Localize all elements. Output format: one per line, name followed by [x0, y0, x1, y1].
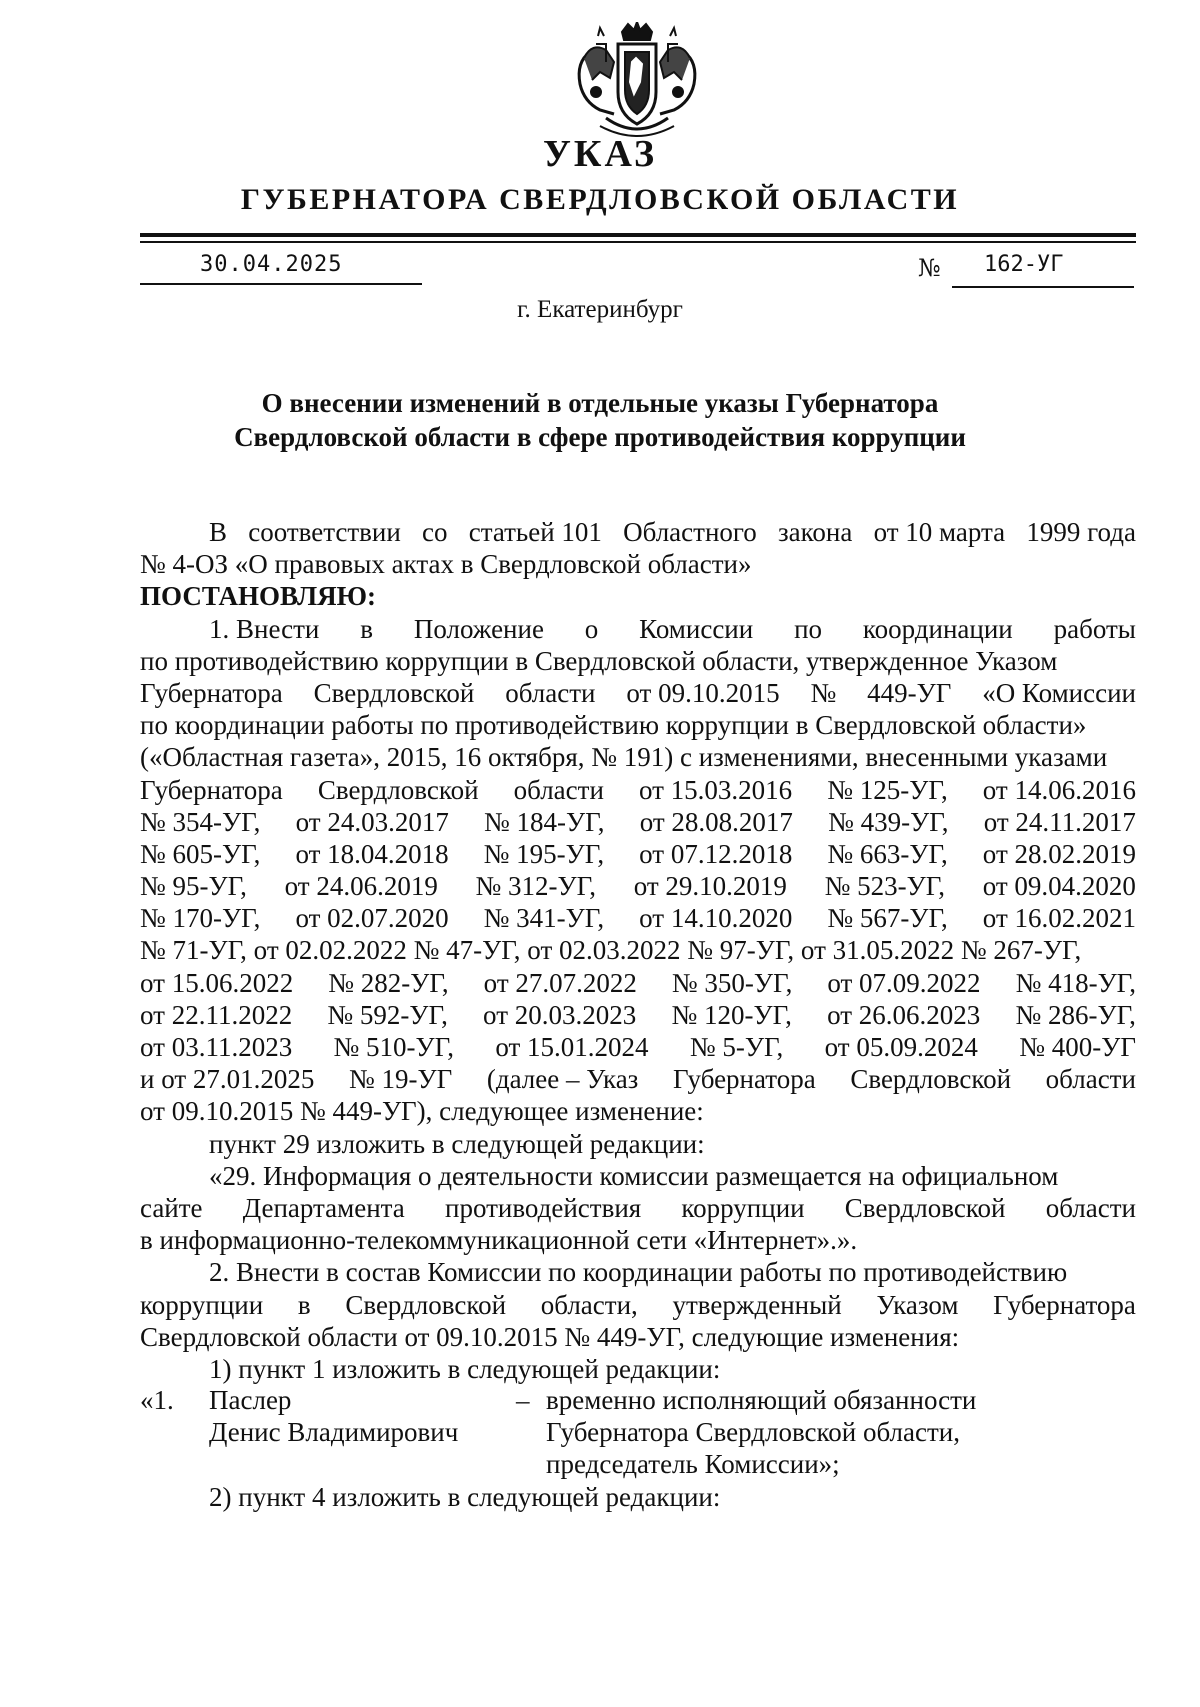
- paragraph-2: [140, 1256, 1136, 1353]
- word: коррупции: [140, 1289, 264, 1320]
- coat-of-arms-emblem: [570, 22, 704, 144]
- number-sign: №: [918, 254, 941, 282]
- text-line: [140, 709, 1136, 741]
- word: от 02.07.2020: [295, 903, 449, 934]
- word: в информационно-телекоммуникационной сети «Интернет».».: [140, 1225, 858, 1256]
- word: № 418-УГ,: [1015, 967, 1136, 998]
- word: по противодействию коррупции в Свердловской области, утвержденное Указом: [140, 645, 1058, 676]
- word: работы: [1053, 613, 1136, 644]
- heading-line: Свердловской области в сфере противодействия коррупции: [234, 422, 966, 452]
- word: Губернатора: [993, 1289, 1136, 1320]
- word: в: [360, 613, 373, 644]
- word: №: [810, 677, 837, 708]
- word: и от 27.01.2025: [140, 1064, 315, 1095]
- text-line: [140, 1063, 1136, 1095]
- text-line: [140, 1321, 1136, 1353]
- text-line: [140, 967, 1136, 999]
- word: области: [1045, 1064, 1136, 1095]
- word: области,: [540, 1289, 638, 1320]
- word: № 95-УГ,: [140, 871, 247, 902]
- word: Указом: [876, 1289, 959, 1320]
- text-line: [140, 1224, 1136, 1256]
- word: о: [584, 613, 599, 644]
- word: 2. Внести в состав Комиссии по координации работы по противодействию: [209, 1257, 1068, 1288]
- word: Губернатора: [140, 774, 283, 805]
- word: от 09.10.2015: [626, 677, 780, 708]
- decree-word: ПОСТАНОВЛЯЮ:: [140, 581, 376, 612]
- word: 449-УГ: [867, 677, 952, 708]
- member-surname: Паслер: [209, 1385, 292, 1416]
- word: от 16.02.2021: [982, 903, 1136, 934]
- word: со: [422, 517, 448, 547]
- text-line: 1) пункт 1 изложить в следующей редакции:: [209, 1353, 721, 1384]
- word: («Областная газета», 2015, 16 октября, № 191) с изменениями, внесенными указами: [140, 742, 1108, 773]
- word: Губернатора: [672, 1064, 816, 1095]
- word: от 14.06.2016: [982, 774, 1136, 805]
- issuer-title: ГУБЕРНАТОРА СВЕРДЛОВСКОЙ ОБЛАСТИ: [240, 183, 960, 216]
- word: от 15.06.2022: [140, 967, 294, 998]
- text-line: [140, 1192, 1136, 1224]
- word: статьей 101: [468, 517, 602, 547]
- word: № 341-УГ,: [483, 903, 605, 934]
- word: № 567-УГ,: [827, 903, 948, 934]
- text-line: 2) пункт 4 изложить в следующей редакции:: [209, 1482, 721, 1513]
- document-heading: [0, 386, 1200, 454]
- word: № 195-УГ,: [483, 838, 605, 869]
- word: от 18.04.2018: [295, 838, 449, 869]
- text-line: [140, 677, 1136, 709]
- text-line: [140, 1160, 1136, 1192]
- text-line: [140, 934, 1136, 966]
- word: № 400-УГ: [1019, 1032, 1136, 1062]
- word: от 10 марта: [873, 517, 1006, 547]
- word: от 05.09.2024: [824, 1032, 978, 1062]
- text-line: пункт 29 изложить в следующей редакции:: [209, 1128, 705, 1159]
- word: № 523-УГ,: [824, 871, 946, 902]
- word: от 28.02.2019: [982, 838, 1136, 869]
- word: утвержденный: [672, 1289, 842, 1320]
- word: противодействия: [445, 1192, 642, 1223]
- word: от 24.03.2017: [295, 806, 449, 837]
- word: в: [297, 1289, 311, 1320]
- text-line: [140, 870, 1136, 902]
- word: области: [1045, 1192, 1136, 1223]
- word: № 125-УГ,: [827, 774, 948, 805]
- text-line: № 4-ОЗ «О правовых актах в Свердловской области»: [140, 549, 752, 580]
- member-number: «1.: [140, 1385, 174, 1416]
- word: № 354-УГ,: [140, 806, 261, 837]
- document-type-title: УКАЗ: [543, 133, 657, 175]
- word: № 439-УГ,: [828, 806, 949, 837]
- word: № 282-УГ,: [328, 967, 449, 998]
- word: В: [209, 517, 228, 547]
- word: № 184-УГ,: [484, 806, 605, 837]
- text-line: [140, 774, 1136, 806]
- heading-line: О внесении изменений в отдельные указы Губернатора: [261, 388, 939, 418]
- word: от 26.06.2023: [827, 999, 981, 1030]
- word: от 07.12.2018: [639, 838, 793, 869]
- word: от 07.09.2022: [827, 967, 981, 998]
- word: № 170-УГ,: [140, 903, 261, 934]
- word: от 24.06.2019: [284, 871, 438, 902]
- word: Свердловской: [850, 1064, 1012, 1095]
- document-city: г. Екатеринбург: [517, 296, 683, 323]
- text-line: [140, 516, 1136, 548]
- document-number: 162-УГ: [984, 252, 1064, 277]
- word: № 663-УГ,: [827, 838, 948, 869]
- word: № 5-УГ,: [689, 1032, 784, 1062]
- word: Свердловской: [313, 677, 475, 708]
- word: коррупции: [681, 1192, 805, 1223]
- text-line: [140, 1031, 1136, 1063]
- word: от 20.03.2023: [483, 999, 637, 1030]
- text-line: [140, 645, 1136, 677]
- word: 1. Внести: [209, 613, 320, 644]
- word: от 15.03.2016: [638, 774, 793, 805]
- word: № 312-УГ,: [475, 871, 596, 902]
- word: Департамента: [242, 1192, 405, 1223]
- member-role-line: временно исполняющий обязанности: [546, 1385, 977, 1416]
- word: закона: [778, 517, 853, 547]
- word: № 19-УГ: [349, 1064, 453, 1095]
- word: от 29.10.2019: [633, 871, 787, 902]
- text-line: [140, 1256, 1136, 1288]
- word: от 03.11.2023: [140, 1032, 293, 1062]
- word: Губернатора: [140, 677, 283, 708]
- word: Положение: [413, 613, 544, 644]
- word: Свердловской: [844, 1192, 1006, 1223]
- word: области: [505, 677, 596, 708]
- document-date: 30.04.2025: [200, 252, 343, 277]
- text-line: [140, 1095, 1136, 1127]
- word: № 286-УГ,: [1015, 999, 1136, 1030]
- quoted-point-29: [140, 1160, 1136, 1257]
- text-line: [140, 806, 1136, 838]
- text-line: [140, 1289, 1136, 1321]
- header-rule-thin: [140, 241, 1136, 243]
- word: от 09.10.2015 № 449-УГ), следующее изменение:: [140, 1096, 704, 1127]
- word: области: [513, 774, 604, 805]
- member-role-line: Губернатора Свердловской области,: [546, 1417, 960, 1448]
- header-rule-thick: [140, 233, 1136, 237]
- word: 1999 года: [1026, 517, 1136, 547]
- word: «29. Информация о деятельности комиссии размещается на официальном: [209, 1160, 1059, 1191]
- word: сайте: [140, 1192, 203, 1223]
- word: координации: [862, 613, 1013, 644]
- word: Свердловской: [345, 1289, 507, 1320]
- word: «О Комиссии: [982, 677, 1136, 708]
- word: № 350-УГ,: [671, 967, 793, 998]
- word: от 14.10.2020: [639, 903, 793, 934]
- date-underline: [140, 283, 422, 285]
- word: от 27.07.2022: [483, 967, 637, 998]
- word: Областного: [623, 517, 757, 547]
- word: по координации работы по противодействию коррупции в Свердловской области»: [140, 710, 1087, 741]
- word: от 09.04.2020: [982, 871, 1136, 902]
- word: Комиссии: [639, 613, 754, 644]
- word: от 28.08.2017: [639, 806, 793, 837]
- word: № 71-УГ, от 02.02.2022 № 47-УГ, от 02.03.2022 № 97-УГ, от 31.05.2022 № 267-УГ,: [140, 935, 1082, 966]
- text-line: [140, 613, 1136, 645]
- word: № 592-УГ,: [327, 999, 448, 1030]
- word: соответствии: [248, 517, 401, 547]
- word: по: [794, 613, 823, 644]
- text-line: [140, 741, 1136, 773]
- word: от 22.11.2022: [140, 999, 293, 1030]
- text-line: [140, 838, 1136, 870]
- word: № 120-УГ,: [671, 999, 792, 1030]
- text-line: [140, 902, 1136, 934]
- commission-member-entry: [140, 1385, 1136, 1481]
- word: (далее – Указ: [486, 1064, 639, 1095]
- word: № 510-УГ,: [333, 1032, 454, 1062]
- word: Свердловской: [317, 774, 479, 805]
- word: № 605-УГ,: [140, 838, 261, 869]
- paragraph-1: [140, 613, 1136, 1128]
- word: Свердловской области от 09.10.2015 № 449-УГ, следующие изменения:: [140, 1321, 960, 1352]
- word: от 15.01.2024: [495, 1032, 649, 1062]
- word: от 24.11.2017: [983, 806, 1136, 837]
- number-underline: [952, 286, 1134, 288]
- member-role-line: председатель Комиссии»;: [546, 1449, 840, 1480]
- document-body: [140, 516, 1136, 1513]
- text-line: [140, 999, 1136, 1031]
- member-dash: –: [516, 1385, 530, 1416]
- member-name: Денис Владимирович: [209, 1417, 459, 1448]
